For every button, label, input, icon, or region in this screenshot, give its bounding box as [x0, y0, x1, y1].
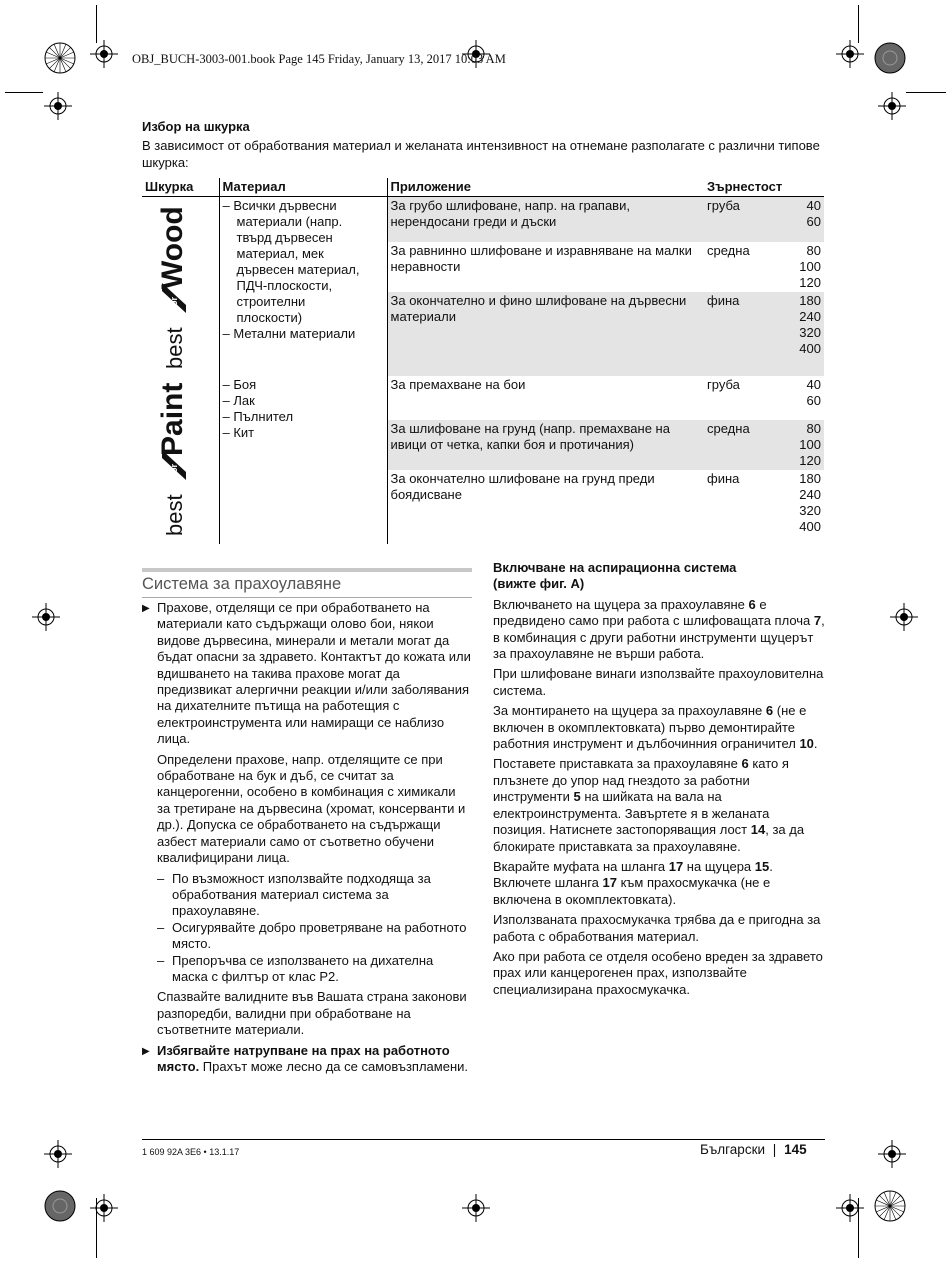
paragraph: Вкарайте муфата на шланга 17 на щуцера 15. Включете шланга 17 към прахосмукачка (не е включена в окомплектовката).	[493, 858, 773, 907]
list-item	[142, 871, 472, 920]
material-line: дървесен материал,	[236, 262, 360, 277]
triangle-bullet-icon: ▶	[142, 603, 150, 614]
grit-value: 180	[799, 471, 821, 486]
header-material: Материал	[219, 178, 387, 197]
application-cell: За окончателно шлифоване на грунд преди боядисване	[390, 471, 655, 502]
print-header: OBJ_BUCH-3003-001.book Page 145 Friday, January 13, 2017 10:03 AM	[132, 52, 506, 66]
warning-text: Прахът може лесно да се самовъзпламени.	[199, 1058, 468, 1074]
crosshair-mark-icon	[890, 603, 918, 631]
brand-name-text: Paint	[156, 382, 189, 456]
best-for-wood-logo	[142, 197, 212, 372]
material-line: – Кит	[222, 425, 255, 440]
brand-for-text: for	[169, 297, 179, 309]
application-cell: За грубо шлифоване, напр. на грапави, нерендосани греди и дъски	[387, 197, 704, 243]
header-application: Приложение	[387, 178, 704, 197]
material-cell	[219, 376, 387, 544]
crosshair-mark-icon	[90, 40, 118, 68]
application-cell: За шлифоване на грунд (напр. премахване на ивици от четка, капки боя и протичания)	[387, 420, 704, 470]
grit-value: 240	[799, 487, 821, 502]
grain-cell: груба	[704, 197, 779, 243]
grit-value: 400	[799, 519, 821, 534]
brand-cell	[142, 376, 219, 544]
material-line: твърд дървесен	[236, 230, 333, 245]
paragraph: Използваната прахосмукачка трябва да е пригодна за работа с обработвания материал.	[493, 912, 821, 944]
warning-bold-text: Избягвайте натрупване на прах на работното място.	[157, 1042, 450, 1074]
grit-cell	[779, 242, 824, 292]
material-line: – Пълнител	[222, 409, 294, 424]
material-line: – Всички дървесни	[222, 198, 337, 213]
crosshair-mark-icon	[462, 1194, 490, 1222]
grit-value: 40	[806, 377, 821, 392]
crosshair-mark-icon	[878, 1140, 906, 1168]
warning-bullet	[142, 600, 472, 748]
brand-cell	[142, 197, 219, 377]
material-cell	[219, 197, 387, 377]
intro-paragraph: В зависимост от обработвания материал и желаната интензивност на отнемане разполагате с различни типове шкурка:	[142, 138, 820, 170]
grit-value: 60	[806, 393, 821, 408]
table-header-row	[142, 178, 824, 197]
paragraph: При шлифоване винаги използвайте прахоуловителна система.	[493, 666, 824, 698]
crop-mark	[906, 92, 946, 93]
table-row	[142, 197, 824, 243]
paragraph: За монтирането на щуцера за прахоулавяне 6 (не е включен в окомплектовката) първо демонтирайте работния инструмент и дълбочинния ограничител 10.	[493, 703, 818, 752]
dash-bullet: –	[157, 870, 165, 886]
grit-value: 320	[799, 325, 821, 340]
grain-cell: фина	[707, 471, 740, 486]
sanding-sheet-table	[142, 178, 824, 544]
grit-value: 80	[806, 421, 821, 436]
warning-text: Прахове, отделящи се при обработването на материали като съдържащи олово бои, някои видове дървесина, минерали и метали могат да бъдат опасни за здравето. Контактът до кожата или вдишването на такива прахове могат да предизвикат алергични реакции и/или заболявания на дихателните пътища на работещия с електроинструмента или намиращи се наблизо лица.	[157, 600, 471, 747]
grit-value: 320	[799, 503, 821, 518]
dash-bullet: –	[157, 952, 165, 968]
crosshair-mark-icon	[44, 92, 72, 120]
crosshair-mark-icon	[836, 40, 864, 68]
crosshair-mark-icon	[44, 1140, 72, 1168]
registration-mark-icon	[40, 38, 80, 78]
paragraph: Включването на щуцера за прахоулавяне 6 е предвидено само при работа с шлифоващата плоча 7, в комбинация с други работни инструменти щуцерът за прахоулавяне не върши работа.	[493, 596, 825, 662]
material-line: материал, мек	[236, 246, 324, 261]
grit-value: 80	[806, 243, 821, 258]
application-cell: За окончателно и фино шлифоване на дървесни материали	[387, 292, 704, 376]
crosshair-mark-icon	[90, 1194, 118, 1222]
warning-bullet	[142, 1043, 472, 1076]
triangle-bullet-icon: ▶	[142, 1045, 150, 1057]
grit-cell	[779, 197, 824, 243]
list-item-text: По възможност използвайте подходяща за обработвания материал система за прахоулавяне.	[172, 870, 431, 919]
best-for-paint-logo	[142, 376, 212, 540]
grit-cell	[779, 292, 824, 376]
material-line: плоскости)	[236, 310, 303, 325]
footer-separator: |	[772, 1142, 777, 1157]
grit-value: 400	[799, 341, 821, 356]
grit-value: 120	[799, 275, 821, 290]
section-title: Система за прахоулавяне	[142, 568, 472, 598]
grit-cell	[779, 470, 824, 544]
brand-best-text: best	[162, 327, 187, 369]
header-sheet: Шкурка	[142, 178, 219, 197]
footer-language: Български	[700, 1142, 766, 1157]
grit-cell	[779, 376, 824, 420]
list-item	[142, 920, 472, 953]
document-code: 1 609 92A 3E6 • 13.1.17	[142, 1147, 240, 1157]
list-item	[142, 953, 472, 986]
grain-cell: груба	[707, 377, 740, 392]
material-line: – Метални материали	[222, 326, 356, 341]
grain-cell: средна	[704, 420, 779, 470]
paragraph: Спазвайте валидните във Вашата страна законови разпоредби, валидни при обработване на съответните материали.	[157, 989, 467, 1038]
grit-value: 180	[799, 293, 821, 308]
brand-name-text: Wood	[156, 206, 189, 289]
right-column	[493, 560, 825, 1002]
grain-cell: фина	[704, 292, 779, 376]
grit-value: 40	[806, 198, 821, 213]
subsection-title: Включване на аспирационна система	[493, 560, 737, 575]
crosshair-mark-icon	[878, 92, 906, 120]
list-item-text: Препоръчва се използването на дихателна маска с филтър от клас Р2.	[172, 952, 434, 984]
brand-best-text: best	[162, 494, 187, 536]
crop-mark	[5, 92, 43, 93]
grit-value: 240	[799, 309, 821, 324]
brand-for-text: for	[169, 464, 179, 476]
grit-value: 100	[799, 259, 821, 274]
page-number: 145	[784, 1142, 807, 1157]
application-cell: За равнинно шлифоване и изравняване на малки неравности	[390, 243, 692, 274]
header-grit: Зърнестост	[704, 178, 824, 197]
grit-value: 100	[799, 437, 821, 452]
material-line: – Боя	[222, 377, 257, 392]
footer-divider	[142, 1139, 825, 1140]
material-line: строителни	[236, 294, 306, 309]
registration-mark-icon	[870, 38, 910, 78]
left-column	[142, 600, 472, 1079]
application-cell: За премахване на бои	[390, 377, 526, 392]
section-heading: Избор на шкурка	[142, 119, 250, 134]
material-line: материали (напр.	[236, 214, 343, 229]
paragraph: Ако при работа се отделя особено вреден за здравето прах или канцерогенен прах, използвайте специализирана прахосмукачка.	[493, 948, 823, 997]
paragraph: Поставете приставката за прахоулавяне 6 като я плъзнете до упор над гнездото за работни инструменти 5 на шийката на вала на електроинструмента. Завъртете я в желаната позиция. Натиснете застопоряващия лост 14, за да блокирате приставката за прахоулавяне.	[493, 756, 805, 854]
page-footer	[700, 1142, 807, 1157]
list-item-text: Осигурявайте добро проветряване на работното място.	[172, 919, 467, 952]
crosshair-mark-icon	[32, 603, 60, 631]
material-line: ПДЧ-плоскости,	[236, 278, 333, 293]
grit-cell	[779, 420, 824, 470]
table-row	[142, 376, 824, 420]
crop-mark	[96, 5, 97, 43]
material-line: – Лак	[222, 393, 255, 408]
subsection-subtitle: (вижте фиг. А)	[493, 576, 585, 592]
registration-mark-icon	[40, 1186, 80, 1226]
grit-value: 60	[806, 214, 821, 229]
dash-bullet: –	[157, 919, 165, 935]
crosshair-mark-icon	[836, 1194, 864, 1222]
registration-mark-icon	[870, 1186, 910, 1226]
paragraph: Определени прахове, напр. отделящите се при обработване на бук и дъб, се считат за канцерогенни, особено в комбинация с химикали за третиране на дървесина (хромат, консерванти и др.). Допуска се обработването на съдържащи азбест материали само от съответно обучени квалифицирани лица.	[157, 751, 466, 866]
crop-mark	[858, 5, 859, 43]
grain-cell: средна	[707, 243, 750, 258]
grit-value: 120	[799, 453, 821, 468]
